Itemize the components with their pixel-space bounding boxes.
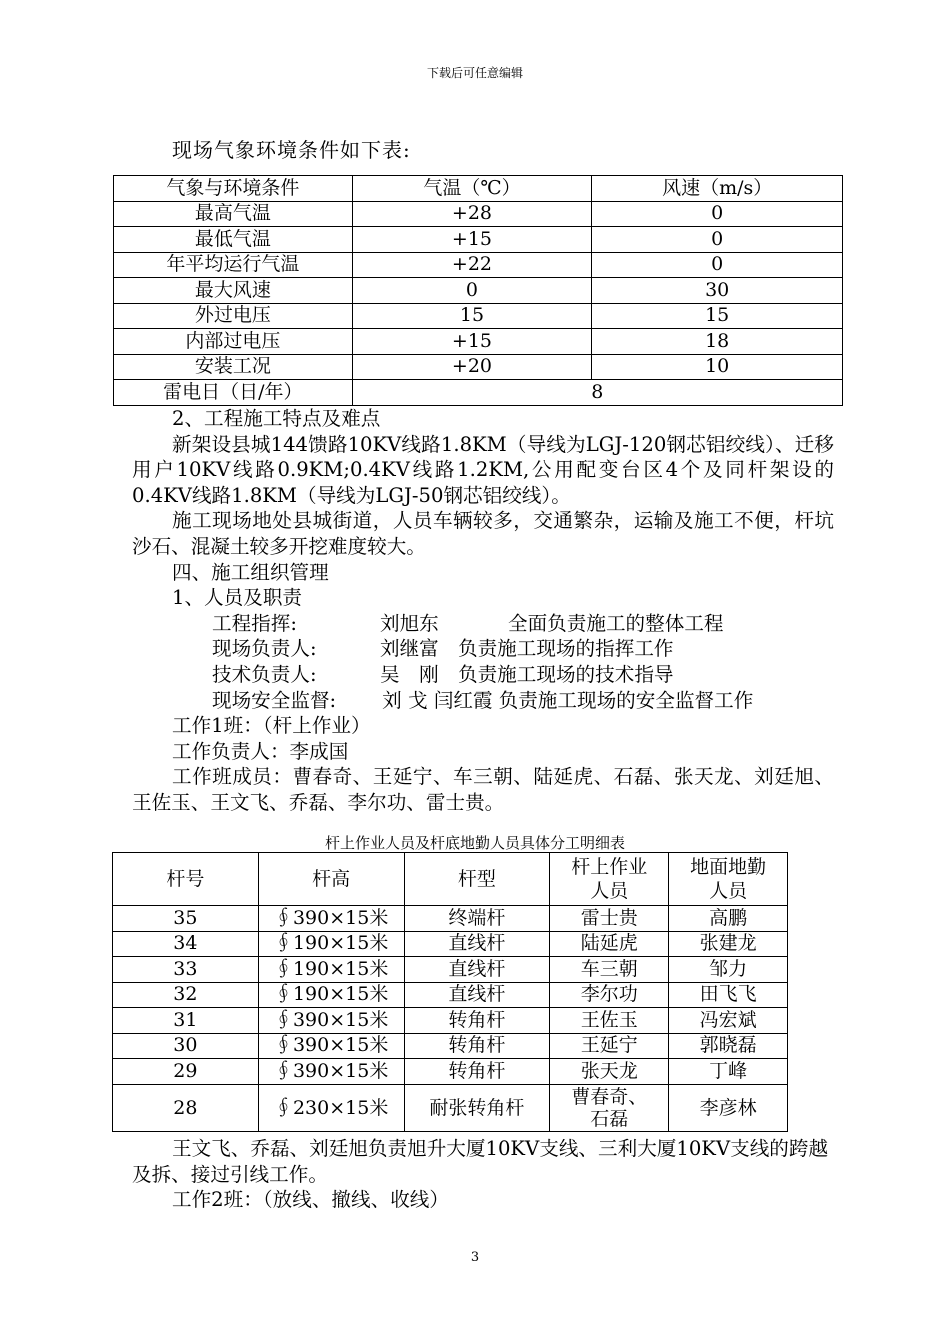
page-header: 下载后可任意编辑 — [426, 66, 523, 80]
weather-row — [114, 278, 843, 304]
table-cell: ∮390×15米 — [258, 1033, 404, 1059]
table-cell: 年平均运行气温 — [114, 252, 353, 278]
table-cell: 15 — [592, 303, 843, 329]
table-cell: +20 — [352, 354, 592, 380]
weather-row — [114, 227, 843, 253]
table-cell: 安装工况 — [114, 354, 353, 380]
role-name: 刘继富 — [380, 637, 439, 661]
table-cell: 最低气温 — [114, 227, 353, 253]
table-cell: 转角杆 — [404, 1008, 550, 1034]
table-header-cell: 杆上作业人员 — [550, 853, 669, 906]
table-cell: 18 — [592, 329, 843, 355]
table-cell: 直线杆 — [404, 957, 550, 983]
table-cell: 内部过电压 — [114, 329, 353, 355]
table-cell: 34 — [113, 931, 259, 957]
table-cell: 曹春奇、石磊 — [550, 1084, 669, 1131]
crew-row — [113, 982, 788, 1008]
table-cell: 王佐玉 — [550, 1008, 669, 1034]
table-cell: 29 — [113, 1059, 259, 1085]
table-cell: ∮390×15米 — [258, 1059, 404, 1085]
table-cell: 35 — [113, 906, 259, 932]
table-cell: ∮190×15米 — [258, 982, 404, 1008]
section-4-1-heading: 1、人员及职责 — [172, 586, 303, 610]
table-cell: 直线杆 — [404, 982, 550, 1008]
table-cell: 终端杆 — [404, 906, 550, 932]
role-title: 现场安全监督: — [212, 688, 337, 712]
role-duty: 负责施工现场的指挥工作 — [458, 637, 674, 661]
tail-text — [132, 1136, 834, 1213]
weather-table — [113, 175, 843, 406]
crew-header-row — [113, 853, 788, 906]
table-cell: 邹力 — [669, 957, 788, 983]
section-4-heading: 四、施工组织管理 — [172, 560, 329, 584]
table-cell: 李彦林 — [669, 1084, 788, 1131]
table-cell: 直线杆 — [404, 931, 550, 957]
table-cell: 30 — [113, 1033, 259, 1059]
crew-table — [112, 852, 788, 1132]
role-line — [132, 636, 834, 662]
role-duty: 全面负责施工的整体工程 — [508, 611, 724, 635]
paragraph-crossing-work: 王文飞、乔磊、刘廷旭负责旭升大厦10KV支线、三利大厦10KV支线的跨越及拆、接过引线工作。 — [132, 1137, 829, 1186]
crew-table-caption: 杆上作业人员及杆底地勤人员具体分工明细表 — [324, 834, 625, 852]
weather-row — [114, 303, 843, 329]
table-cell: 气象与环境条件 — [114, 176, 353, 202]
role-name: 吴 刚 — [380, 662, 439, 686]
table-cell: 0 — [592, 201, 843, 227]
thunder-value: 8 — [352, 380, 842, 406]
weather-row — [114, 252, 843, 278]
table-cell: +15 — [352, 227, 592, 253]
role-duty: 负责施工现场的安全监督工作 — [498, 688, 754, 712]
table-cell: 气温（℃） — [352, 176, 592, 202]
team1-leader: 工作负责人：李成国 — [172, 739, 349, 763]
table-cell: +28 — [352, 201, 592, 227]
table-cell: 外过电压 — [114, 303, 353, 329]
table-cell: 王延宁 — [550, 1033, 669, 1059]
team1-members: 工作班成员：曹春奇、王延宁、车三朝、陆延虎、石磊、张天龙、刘廷旭、王佐玉、王文飞、乔磊、李尔功、雷士贵。 — [132, 765, 834, 814]
table-cell: ∮390×15米 — [258, 906, 404, 932]
role-title: 工程指挥: — [212, 611, 297, 635]
table-cell: 30 — [592, 278, 843, 304]
thunder-label: 雷电日（日/年） — [114, 380, 353, 406]
body-text — [132, 406, 834, 816]
table-cell: 转角杆 — [404, 1059, 550, 1085]
crew-row — [113, 906, 788, 932]
crew-row — [113, 1033, 788, 1059]
table-cell: 田飞飞 — [669, 982, 788, 1008]
paragraph-project-scope: 新架设县城144馈路10KV线路1.8KM（导线为LGJ-120钢芯铝绞线）、迁移用户10KV线路0.9KM;0.4KV线路1.2KM,公用配变台区4个及同杆架设的0.4KV线路1.8KM（导线为LGJ-50钢芯铝绞线）。 — [132, 432, 834, 507]
table-cell: 丁峰 — [669, 1059, 788, 1085]
table-cell: 李尔功 — [550, 982, 669, 1008]
role-name: 刘旭东 — [380, 611, 439, 635]
role-line — [132, 611, 834, 637]
weather-row — [114, 201, 843, 227]
roles-list — [132, 611, 834, 713]
table-cell: 28 — [113, 1084, 259, 1131]
table-cell: ∮390×15米 — [258, 1008, 404, 1034]
crew-row — [113, 931, 788, 957]
thunder-day-row — [114, 380, 843, 406]
table-cell: 雷士贵 — [550, 906, 669, 932]
table-cell: 0 — [592, 227, 843, 253]
role-title: 现场负责人: — [212, 637, 317, 661]
table-cell: 车三朝 — [550, 957, 669, 983]
table-cell: 张天龙 — [550, 1059, 669, 1085]
table-cell: 冯宏斌 — [669, 1008, 788, 1034]
section-2-heading: 2、工程施工特点及难点 — [172, 407, 381, 430]
role-line — [132, 688, 834, 714]
table-cell: 郭晓磊 — [669, 1033, 788, 1059]
role-name: 刘 戈 闫红霞 — [382, 688, 493, 712]
weather-header-row — [114, 176, 843, 202]
table-cell: 转角杆 — [404, 1033, 550, 1059]
table-cell: 最大风速 — [114, 278, 353, 304]
table-cell: 33 — [113, 957, 259, 983]
role-title: 技术负责人: — [212, 662, 317, 686]
paragraph-site-conditions: 施工现场地处县城街道，人员车辆较多，交通繁杂，运输及施工不便，杆坑沙石、混凝土较多开挖难度较大。 — [132, 509, 834, 558]
crew-row — [113, 1084, 788, 1131]
table-cell: 0 — [352, 278, 592, 304]
role-line — [132, 662, 834, 688]
table-cell: 15 — [352, 303, 592, 329]
table-cell: 31 — [113, 1008, 259, 1034]
table-header-cell: 杆高 — [258, 853, 404, 906]
table-cell: 10 — [592, 354, 843, 380]
table-cell: 32 — [113, 982, 259, 1008]
weather-row — [114, 354, 843, 380]
role-duty: 负责施工现场的技术指导 — [458, 662, 674, 686]
table-cell: 0 — [592, 252, 843, 278]
table-cell: 高鹏 — [669, 906, 788, 932]
team1-label: 工作1班：（杆上作业） — [172, 714, 371, 738]
table-header-cell: 杆型 — [404, 853, 550, 906]
team2-label: 工作2班：（放线、撤线、收线） — [172, 1188, 449, 1212]
table-header-cell: 地面地勤人员 — [669, 853, 788, 906]
crew-row — [113, 957, 788, 983]
table-cell: ∮190×15米 — [258, 931, 404, 957]
table-cell: ∮230×15米 — [258, 1084, 404, 1131]
crew-row — [113, 1008, 788, 1034]
table-cell: 最高气温 — [114, 201, 353, 227]
table-cell: 陆延虎 — [550, 931, 669, 957]
page-number: 3 — [470, 1250, 480, 1265]
table-cell: ∮190×15米 — [258, 957, 404, 983]
table-cell: +22 — [352, 252, 592, 278]
table-cell: 张建龙 — [669, 931, 788, 957]
intro-text: 现场气象环境条件如下表: — [172, 138, 411, 162]
table-header-cell: 杆号 — [113, 853, 259, 906]
table-cell: 耐张转角杆 — [404, 1084, 550, 1131]
table-cell: +15 — [352, 329, 592, 355]
crew-row — [113, 1059, 788, 1085]
weather-row — [114, 329, 843, 355]
table-cell: 风速（m/s） — [592, 176, 843, 202]
